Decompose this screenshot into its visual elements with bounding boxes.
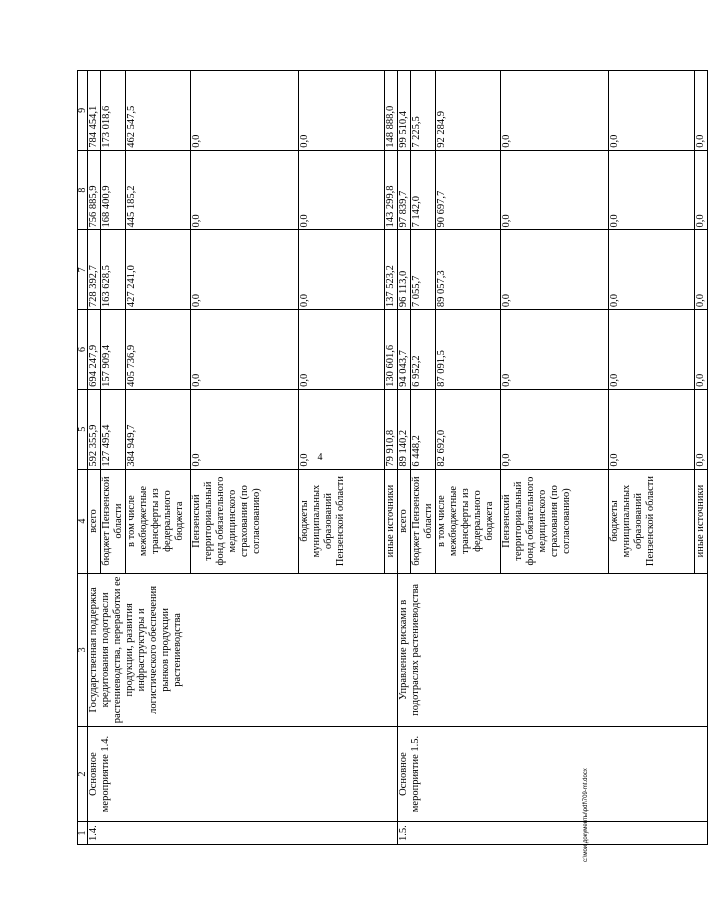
value-cell: 92 284,9 <box>436 71 501 151</box>
value-cell: 157 909,4 <box>101 310 126 390</box>
value-cell: 0,0 <box>299 150 385 230</box>
value-cell: 0,0 <box>609 150 695 230</box>
value-cell: 82 692,0 <box>436 389 501 469</box>
value-cell: 148 888,0 <box>385 71 398 151</box>
event-type: Основное мероприятие 1.5. <box>398 727 708 822</box>
funding-source: в том числе межбюджетные трансферты из федерального бюджета <box>436 469 501 573</box>
value-cell: 0,0 <box>609 230 695 310</box>
value-cell: 0,0 <box>299 389 385 469</box>
value-cell: 87 091,5 <box>436 310 501 390</box>
event-description: Государственная поддержка кредитования подотрасли растениеводства, переработки ее продукции, развития инфраструктуры и логистического обеспечения рынков продукции растениеводства <box>88 573 398 727</box>
value-cell: 6 448,2 <box>411 389 436 469</box>
value-cell: 0,0 <box>695 310 708 390</box>
value-cell: 0,0 <box>191 389 299 469</box>
funding-source: в том числе межбюджетные трансферты из федерального бюджета <box>126 469 191 573</box>
value-cell: 90 697,7 <box>436 150 501 230</box>
header-cell: 6 <box>78 310 88 390</box>
value-cell: 0,0 <box>501 230 609 310</box>
value-cell: 89 140,2 <box>398 389 411 469</box>
rotated-table-container <box>77 70 706 845</box>
value-cell: 97 839,7 <box>398 150 411 230</box>
value-cell: 405 736,9 <box>126 310 191 390</box>
funding-source: Пензенский территориальный фонд обязательного медицинского страхования (по согласованию) <box>191 469 299 573</box>
funding-source: бюджет Пензенской области <box>101 469 126 573</box>
value-cell: 6 952,2 <box>411 310 436 390</box>
funding-source: Пензенский территориальный фонд обязательного медицинского страхования (по согласованию) <box>501 469 609 573</box>
value-cell: 0,0 <box>191 150 299 230</box>
value-cell: 168 400,9 <box>101 150 126 230</box>
funding-source: бюджет Пензенской области <box>411 469 436 573</box>
value-cell: 0,0 <box>501 150 609 230</box>
row-number: 1.4. <box>88 821 398 844</box>
event-type: Основное мероприятие 1.4. <box>88 727 398 822</box>
value-cell: 130 601,6 <box>385 310 398 390</box>
value-cell: 0,0 <box>609 310 695 390</box>
value-cell: 96 113,0 <box>398 230 411 310</box>
value-cell: 694 247,9 <box>88 310 101 390</box>
header-cell: 5 <box>78 389 88 469</box>
funding-source: всего <box>88 469 101 573</box>
value-cell: 445 185,2 <box>126 150 191 230</box>
value-cell: 0,0 <box>695 389 708 469</box>
table-row <box>398 71 411 845</box>
funding-source: иные источники <box>695 469 708 573</box>
footer-path: c:\мои документы\pdf\709-mt.docx <box>583 768 589 862</box>
header-cell: 1 <box>78 821 88 844</box>
value-cell: 7 055,7 <box>411 230 436 310</box>
value-cell: 0,0 <box>501 389 609 469</box>
header-cell: 3 <box>78 573 88 727</box>
value-cell: 427 241,0 <box>126 230 191 310</box>
header-cell: 2 <box>78 727 88 822</box>
table-body <box>78 71 708 845</box>
value-cell: 0,0 <box>609 71 695 151</box>
value-cell: 0,0 <box>501 310 609 390</box>
value-cell: 0,0 <box>609 389 695 469</box>
funding-source: бюджеты муниципальных образований Пензенской области <box>609 469 695 573</box>
header-cell: 8 <box>78 150 88 230</box>
value-cell: 143 299,8 <box>385 150 398 230</box>
value-cell: 384 949,7 <box>126 389 191 469</box>
value-cell: 0,0 <box>299 230 385 310</box>
value-cell: 94 043,7 <box>398 310 411 390</box>
header-cell: 7 <box>78 230 88 310</box>
value-cell: 7 225,5 <box>411 71 436 151</box>
funding-source: иные источники <box>385 469 398 573</box>
value-cell: 462 547,5 <box>126 71 191 151</box>
value-cell: 7 142,0 <box>411 150 436 230</box>
value-cell: 0,0 <box>191 230 299 310</box>
value-cell: 0,0 <box>695 230 708 310</box>
value-cell: 0,0 <box>501 71 609 151</box>
value-cell: 0,0 <box>191 310 299 390</box>
page-number: 4 <box>317 452 323 463</box>
value-cell: 137 523,2 <box>385 230 398 310</box>
budget-table <box>77 70 708 845</box>
value-cell: 89 057,3 <box>436 230 501 310</box>
value-cell: 728 392,7 <box>88 230 101 310</box>
value-cell: 592 355,9 <box>88 389 101 469</box>
value-cell: 756 885,9 <box>88 150 101 230</box>
header-cell: 4 <box>78 469 88 573</box>
value-cell: 0,0 <box>695 150 708 230</box>
value-cell: 127 495,4 <box>101 389 126 469</box>
table-row <box>88 71 101 845</box>
value-cell: 0,0 <box>299 310 385 390</box>
event-description: Управление рисками в подотраслях растениеводства <box>398 573 708 727</box>
value-cell: 79 910,8 <box>385 389 398 469</box>
value-cell: 163 628,5 <box>101 230 126 310</box>
row-number: 1.5. <box>398 821 708 844</box>
value-cell: 784 454,1 <box>88 71 101 151</box>
value-cell: 0,0 <box>191 71 299 151</box>
value-cell: 0,0 <box>299 71 385 151</box>
value-cell: 0,0 <box>695 71 708 151</box>
value-cell: 173 018,6 <box>101 71 126 151</box>
header-cell: 9 <box>78 71 88 151</box>
funding-source: бюджеты муниципальных образований Пензенской области <box>299 469 385 573</box>
funding-source: всего <box>398 469 411 573</box>
header-row <box>78 71 88 845</box>
value-cell: 99 510,4 <box>398 71 411 151</box>
